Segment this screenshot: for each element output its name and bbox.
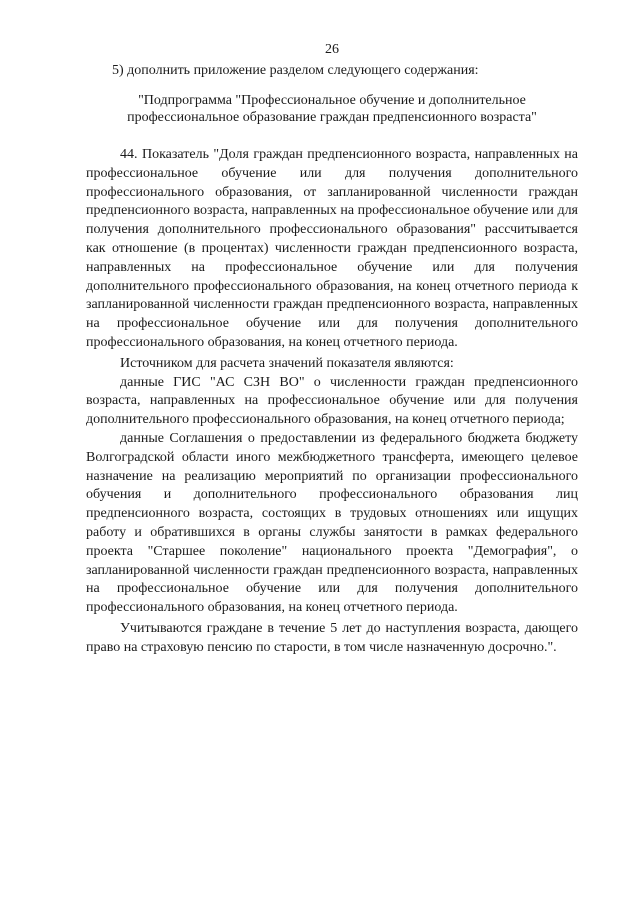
subprogram-title-line-1: "Подпрограмма "Профессиональное обучение и дополнительное [138, 93, 526, 108]
paragraph-eligibility: Учитываются граждане в течение 5 лет до наступления возраста, дающего право на страховую пенсию по старости, в том числе назначенную досрочно.". [86, 620, 578, 655]
page-number: 26 [325, 42, 339, 57]
subprogram-title [86, 92, 578, 126]
subprogram-title-line-2: профессиональное образование граждан предпенсионного возраста" [127, 110, 537, 125]
paragraph-source-agreement: данные Соглашения о предоставлении из федерального бюджета бюджету Волгоградской области иного межбюджетного трансферта, имеющего целевое назначение на реализацию мероприятий по организации профессионального обучения и дополнительного профессионального образования лиц предпенсионного возраста, состоящих в трудовых отношениях или ищущих работу и обратившихся в органы службы занятости в рамках федерального проекта "Старшее поколение" национального проекта "Демография", о запланированной численности граждан предпенсионного возраста, направленных на профессиональное обучение или для получения дополнительного профессионального образования, на конец отчетного периода. [86, 430, 578, 616]
paragraph-sources-intro: Источником для расчета значений показателя являются: [120, 355, 454, 371]
document-page [86, 40, 578, 890]
amendment-lead: 5) дополнить приложение разделом следующего содержания: [112, 63, 479, 78]
paragraph-source-gis: данные ГИС "АС СЗН ВО" о численности граждан предпенсионного возраста, направленных на профессиональное обучение или для получения дополнительного профессионального образования, на конец отчетного периода; [86, 374, 578, 428]
paragraph-indicator-44: 44. Показатель "Доля граждан предпенсионного возраста, направленных на профессиональное обучение или для получения дополнительного профессионального образования, от запланированной численности граждан предпенсионного возраста, направленных на профессиональное обучение или для получения дополнительного профессионального образования" рассчитывается как отношение (в процентах) численности граждан предпенсионного возраста, направленных на профессиональное обучение или для получения дополнительного профессионального образования, на конец отчетного периода к запланированной численности граждан предпенсионного возраста, направленных на профессиональное обучение или для получения дополнительного профессионального образования, на конец отчетного периода. [86, 147, 578, 350]
